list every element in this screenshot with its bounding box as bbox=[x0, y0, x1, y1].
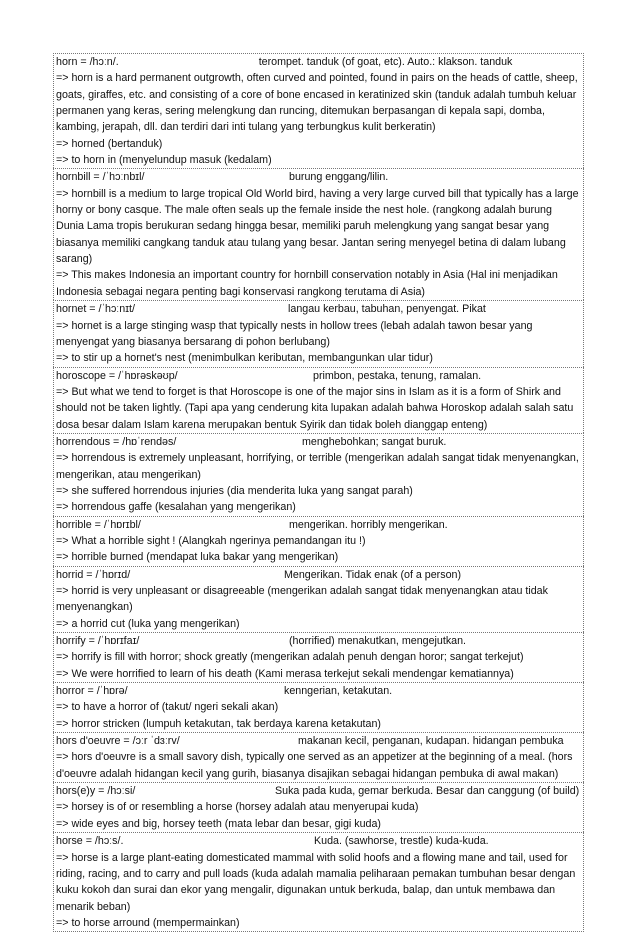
entry-horror bbox=[53, 682, 584, 732]
entry-line: => horror stricken (lumpuh ketakutan, tak berdaya karena ketakutan) bbox=[56, 717, 381, 730]
entry-line: => horrible burned (mendapat luka bakar yang mengerikan) bbox=[56, 551, 339, 564]
entry-line: => horrendous is extremely unpleasant, horrifying, or terrible (mengerikan adalah sangat tidak menyenangkan, mengerikan, atau mengerikan) bbox=[56, 452, 579, 481]
translation: menghebohkan; sangat buruk. bbox=[302, 435, 447, 448]
entry-line: => horned (bertanduk) bbox=[56, 137, 163, 150]
entry-line: => hors d'oeuvre is a small savory dish, typically one served as an appetizer at the beginning of a meal. (hors d'oeuvre adalah hidangan kecil yang gurih, biasanya disajikan sebagai hidangan pembuka di awal makan) bbox=[56, 751, 573, 780]
translation: terompet. tanduk (of goat, etc). Auto.: klakson. tanduk bbox=[258, 56, 513, 68]
entry-line: => wide eyes and big, horsey teeth (mata lebar dan besar, gigi kuda) bbox=[56, 817, 381, 830]
translation: burung enggang/lilin. bbox=[289, 171, 389, 184]
entry-hornet bbox=[53, 300, 584, 366]
entry-hornbill bbox=[53, 168, 584, 300]
translation: (horrified) menakutkan, mengejutkan. bbox=[289, 635, 467, 648]
entry-line: => This makes Indonesia an important country for hornbill conservation notably in Asia (Hal ini menjadikan Indonesia sebagai negara penting bagi konservasi rangkong terutama di Asia) bbox=[56, 269, 558, 298]
entry-line: => to horse arround (mempermainkan) bbox=[56, 916, 240, 929]
headword: horrendous = /hɒˈrendəs/ bbox=[56, 435, 177, 448]
translation: Kuda. (sawhorse, trestle) kuda-kuda. bbox=[314, 835, 489, 848]
entry-hors-doeuvre bbox=[53, 732, 584, 782]
entry-line: => horsey is of or resembling a horse (horsey adalah atau menyerupai kuda) bbox=[56, 801, 419, 814]
translation: langau kerbau, tabuhan, penyengat. Pikat bbox=[288, 303, 486, 316]
entry-horrendous bbox=[53, 433, 584, 516]
headword: hornbill = /ˈhɔːnbɪl/ bbox=[56, 171, 145, 184]
dictionary-entries bbox=[53, 53, 584, 932]
entry-line: => a horrid cut (luka yang mengerikan) bbox=[56, 617, 240, 630]
headword: hors(e)y = /hɔːsi/ bbox=[56, 785, 136, 798]
entry-line: => horrify is fill with horror; shock greatly (mengerikan adalah penuh dengan horor; sangat terkejut) bbox=[56, 651, 524, 664]
entry-line: => What a horrible sight ! (Alangkah ngerinya pemandangan itu !) bbox=[56, 534, 366, 547]
entry-line: => hornet is a large stinging wasp that typically nests in hollow trees (lebah adalah tawon besar yang menyengat yang biasanya bersarang di pohon berlubang) bbox=[56, 319, 533, 348]
translation: kenngerian, ketakutan. bbox=[284, 685, 393, 698]
headword: horrid = /ˈhɒrɪd/ bbox=[56, 568, 131, 581]
entry-horrify bbox=[53, 632, 584, 682]
entry-line: => We were horrified to learn of his death (Kami merasa terkejut sekali mendengar kematiannya) bbox=[56, 667, 514, 680]
entry-line: => hornbill is a medium to large tropical Old World bird, having a very large curved bill that typically has a large horny or bony casque. The male often seals up the female inside the nest hole. (rangkong adalah burung Dunia Lama tropis berukuran sedang hingga besar, memiliki paruh melengkung yang sangat besar yang biasanya memiliki cangkang tanduk atau tulang yang besar. Jantan sering menyegel betina di dalam lubang sarang) bbox=[56, 187, 579, 266]
entry-horn bbox=[53, 53, 584, 168]
headword: horoscope = /ˈhɒrəskəʊp/ bbox=[56, 369, 178, 382]
translation: primbon, pestaka, tenung, ramalan. bbox=[313, 369, 482, 382]
entry-line: => to horn in (menyelundup masuk (kedalam) bbox=[56, 154, 272, 167]
entry-line: => But what we tend to forget is that Horoscope is one of the major sins in Islam as it is a form of Shirk and should not be taken lightly. (Tapi apa yang cenderung kita lupakan adalah bahwa Horoskop adalah salah satu dosa besar dalam Islam karena merupakan bentuk Syirik dan tidak boleh dianggap enteng) bbox=[56, 385, 574, 431]
entry-line: => horse is a large plant-eating domesticated mammal with solid hoofs and a flowing mane and tail, used for riding, racing, and to carry and pull loads (kuda adalah mamalia peliharaan pemakan tumbuhan besar dengan kuku kokoh dan surai dan ekor yang mengalir, digunakan untuk berkuda, balap, dan untuk membawa dan menarik beban) bbox=[56, 851, 576, 913]
headword: horn = /hɔːn/. bbox=[56, 56, 119, 68]
headword: horrify = /ˈhɒrɪfaɪ/ bbox=[56, 635, 140, 648]
entry-horrid bbox=[53, 566, 584, 632]
entry-line: => horrendous gaffe (kesalahan yang mengerikan) bbox=[56, 501, 296, 514]
entry-line: => to stir up a hornet's nest (menimbulkan keributan, membangunkan ular tidur) bbox=[56, 352, 433, 365]
translation: Mengerikan. Tidak enak (of a person) bbox=[284, 568, 462, 581]
entry-horsey bbox=[53, 782, 584, 832]
entry-line: => horn is a hard permanent outgrowth, often curved and pointed, found in pairs on the heads of cattle, sheep, goats, giraffes, etc. and consisting of a core of bone encased in keratinized skin (tanduk adalah tumbuh keluar permanen yang keras, sering melengkung dan runcing, ditemukan berpasangan di kepala sapi, domba, kambing, jerapah, dll. dan terdiri dari inti tulang yang terbungkus kulit berkeratin) bbox=[56, 72, 578, 134]
translation: mengerikan. horribly mengerikan. bbox=[289, 518, 448, 531]
entry-horoscope bbox=[53, 367, 584, 433]
entry-line: => horrid is very unpleasant or disagreeable (mengerikan adalah sangat tidak menyenangkan atau tidak menyenangkan) bbox=[56, 585, 548, 614]
headword: horror = /ˈhɒrə/ bbox=[56, 685, 128, 698]
translation: Suka pada kuda, gemar berkuda. Besar dan canggung (of build) bbox=[275, 785, 580, 798]
entry-horse bbox=[53, 832, 584, 932]
entry-horrible bbox=[53, 516, 584, 566]
headword: horrible = /ˈhɒrɪbl/ bbox=[56, 518, 141, 531]
headword: hornet = /ˈhɔːnɪt/ bbox=[56, 303, 135, 316]
headword: horse = /hɔːs/. bbox=[56, 835, 124, 848]
entry-line: => to have a horror of (takut/ ngeri sekali akan) bbox=[56, 701, 279, 714]
headword: hors d'oeuvre = /ɔːr ˈdɜːrv/ bbox=[56, 735, 180, 748]
entry-line: => she suffered horrendous injuries (dia menderita luka yang sangat parah) bbox=[56, 484, 413, 497]
translation: makanan kecil, penganan, kudapan. hidangan pembuka bbox=[298, 735, 564, 748]
